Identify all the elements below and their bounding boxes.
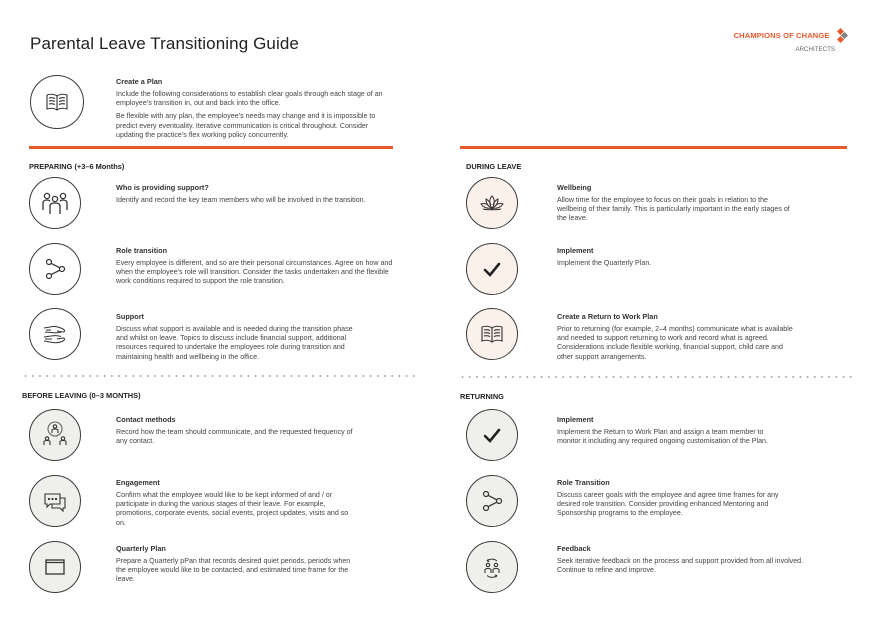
list-item (557, 478, 802, 519)
dotted-divider (22, 375, 416, 377)
icon-circle (29, 409, 81, 461)
list-item (116, 415, 356, 446)
item-title: Engagement (116, 478, 160, 487)
icon-circle (29, 541, 81, 593)
section-heading-preparing: PREPARING (+3–6 Months) (29, 162, 125, 171)
diamond-logo-icon (836, 29, 848, 43)
list-item (116, 246, 396, 287)
list-item (116, 478, 356, 528)
page-title: Parental Leave Transitioning Guide (30, 34, 299, 53)
helping-hands-icon (40, 319, 70, 349)
icon-circle (466, 177, 518, 229)
item-title: Support (116, 312, 144, 321)
item-text: Prepare a Quarterly pPan that records desired quiet periods, periods when the employee would like to be contacted, and estimated time frame for the leave. (116, 557, 351, 584)
section-heading-returning: RETURNING (460, 392, 504, 401)
icon-circle (466, 243, 518, 295)
share-nodes-icon (477, 486, 507, 516)
icon-circle (466, 475, 518, 527)
intro-paragraph: Be flexible with any plan, the employee’s needs may change and it is impossible to predict every eventuality. Iterative communication is critical throughout. Consider updating the practice’s flex working policy concurrently. (116, 112, 376, 139)
intro-heading: Create a Plan (116, 77, 163, 86)
open-book-icon (42, 87, 72, 117)
item-title: Implement (557, 415, 594, 424)
logo-line-1: CHAMPIONS OF CHANGE (733, 31, 830, 41)
item-text: Every employee is different, and so are their personal circumstances. Agree on how and when the employee’s role will transition. Consider the tasks undertaken and the flexible work conditions required to support the role transition. (116, 259, 393, 286)
intro-block (116, 77, 396, 140)
item-title: Contact methods (116, 415, 176, 424)
item-text: Identify and record the key team members who will be involved in the transition. (116, 196, 366, 204)
item-title: Feedback (557, 544, 591, 553)
feedback-cycle-icon (477, 552, 507, 582)
checkmark-icon (477, 420, 507, 450)
item-text: Seek iterative feedback on the process and support provided from all involved. Continue to refine and improve. (557, 557, 804, 575)
icon-circle (29, 243, 81, 295)
item-text: Allow time for the employee to focus on their goals in relation to the wellbeing of their family. This is particularly important in the early stages of the leave. (557, 196, 790, 223)
item-title: Create a Return to Work Plan (557, 312, 658, 321)
item-text: Discuss career goals with the employee and agree time frames for any desired role transition. Consider providing enhanced Mentoring and Sponsorship programs to the employee. (557, 491, 779, 518)
item-text: Prior to returning (for example, 2–4 months) communicate what is available and needed to support returning to work and record what is agreed. Considerations include flexible working, financial support, child care and other support arrangements. (557, 325, 793, 361)
item-title: Role transition (116, 246, 168, 255)
list-item (557, 312, 797, 362)
section-heading-before-leaving: BEFORE LEAVING (0–3 MONTHS) (22, 391, 141, 400)
list-item (557, 183, 797, 224)
item-text: Implement the Quarterly Plan. (557, 259, 652, 267)
share-nodes-icon (40, 254, 70, 284)
item-title: Wellbeing (557, 183, 592, 192)
open-book-icon (477, 319, 507, 349)
icon-circle (466, 409, 518, 461)
item-text: Record how the team should communicate, and the requested frequency of any contact. (116, 428, 353, 446)
intro-icon-circle (30, 75, 84, 129)
section-divider-orange (460, 146, 847, 149)
item-text: Confirm what the employee would like to be kept informed of and / or participate in during the various stages of their leave. For example, promotions, corporate events, social events, project updates, visits and so on. (116, 491, 349, 527)
company-logo (734, 27, 848, 53)
checkmark-icon (477, 254, 507, 284)
section-divider-orange (29, 146, 393, 149)
lotus-icon (477, 188, 507, 218)
list-item (116, 312, 366, 362)
section-heading-during-leave: DURING LEAVE (466, 162, 522, 171)
icon-circle (29, 177, 81, 229)
icon-circle (29, 475, 81, 527)
list-item (557, 415, 782, 446)
icon-circle (466, 308, 518, 360)
item-text: Implement the Return to Work Plan and assign a team member to monitor it including any required ongoing customisation of the Plan. (557, 428, 768, 446)
chat-bubbles-icon (40, 486, 70, 516)
icon-circle (29, 308, 81, 360)
contact-network-icon (40, 420, 70, 450)
intro-paragraph: Include the following considerations to establish clear goals through each stage of an employee’s transition in, out and back into the office. (116, 90, 383, 108)
list-item (557, 246, 797, 268)
item-title: Role Transition (557, 478, 610, 487)
logo-line-2: ARCHITECTS (795, 46, 835, 53)
list-item (116, 544, 361, 585)
list-item (557, 544, 807, 575)
item-title: Who is providing support? (116, 183, 209, 192)
item-text: Discuss what support is available and is needed during the transition phase and whilst on leave. Topics to discuss include financial support, additional resources required to undertake the employees role during transition and maintaining health and wellbeing in the office. (116, 325, 353, 361)
calendar-window-icon (40, 552, 70, 582)
item-title: Quarterly Plan (116, 544, 166, 553)
team-icon (40, 188, 70, 218)
list-item (116, 183, 396, 205)
dotted-divider (459, 376, 853, 378)
icon-circle (466, 541, 518, 593)
item-title: Implement (557, 246, 594, 255)
